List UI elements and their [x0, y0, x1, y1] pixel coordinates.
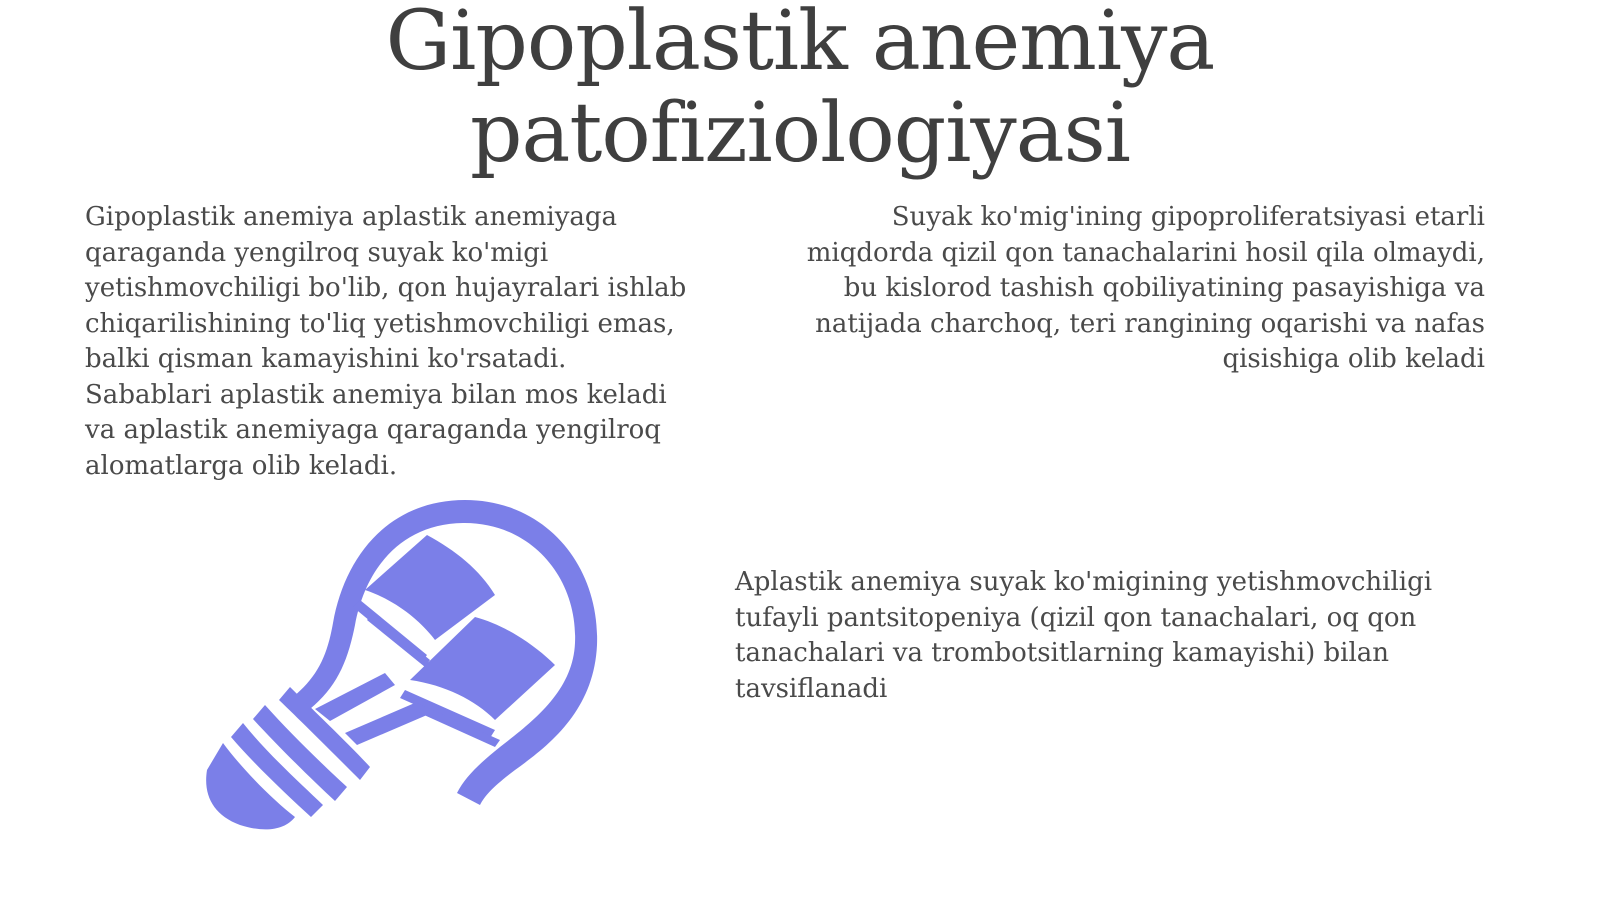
- slide-title: Gipoplastik anemiya patofiziologiyasi: [385, 0, 1215, 181]
- paragraph-aplastic-definition: Aplastik anemiya suyak ko'migining yetishmovchiligi tufayli pantsitopeniya (qizil qon tanachalari, oq qon tanachalari va trombotsitlarning kamayishi) bilan tavsiflanadi: [735, 567, 1433, 704]
- paragraph-hypoproliferation-effects: Suyak ko'mig'ining gipoproliferatsiyasi etarli miqdorda qizil qon tanachalarini hosil qila olmaydi, bu kislorod tashish qobiliyatining pasayishiga va natijada charchoq, teri rangining oqarishi va nafas qisishiga olib keladi: [806, 202, 1485, 374]
- paragraph-hypoplastic-definition: Gipoplastik anemiya aplastik anemiyaga qaraganda yengilroq suyak ko'migi yetishmovchiligi bo'lib, qon hujayralari ishlab chiqarilishining to'liq yetishmovchiligi emas, balki qisman kamayishini ko'rsatadi. Sabablari aplastik anemiya bilan mos keladi va aplastik anemiyaga qaraganda yengilroq alomatlarga olib keladi.: [85, 202, 687, 481]
- lightbulb-book-icon: [195, 495, 615, 840]
